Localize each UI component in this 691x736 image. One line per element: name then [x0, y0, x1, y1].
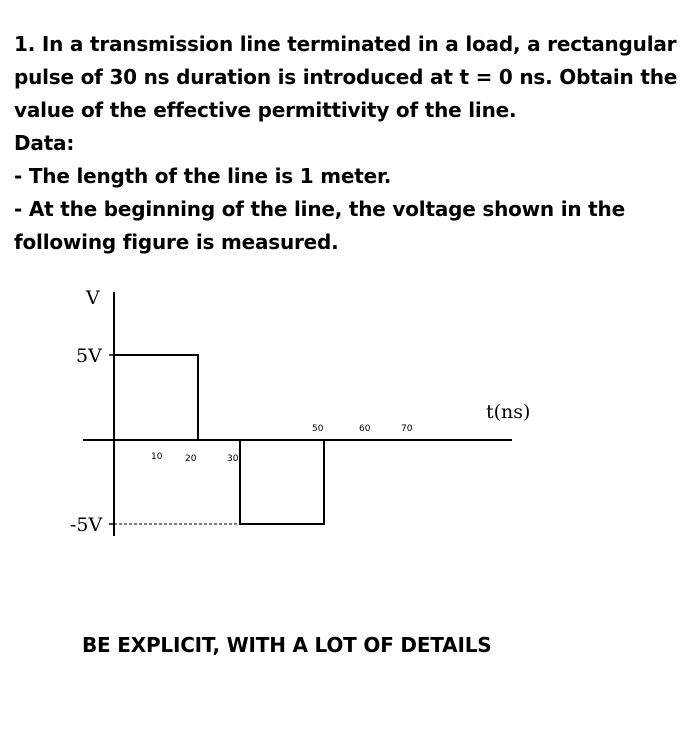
problem-line-2: pulse of 30 ns duration is introduced at t = 0 ns. Obtain the	[14, 65, 678, 89]
data-item-voltage-line-1: - At the beginning of the line, the voltage shown in the	[14, 197, 625, 221]
problem-line-1: 1. In a transmission line terminated in a load, a rectangular	[14, 32, 677, 56]
negative-pulse	[240, 440, 324, 524]
data-item-voltage-line-2: following figure is measured.	[14, 230, 339, 254]
y-axis-label: V	[86, 287, 100, 309]
x-tick-label-10: 10	[151, 452, 163, 462]
problem-line-3: value of the effective permittivity of the line.	[14, 98, 517, 122]
y-tick-label-minus-5v: -5V	[70, 514, 103, 536]
data-item-length: - The length of the line is 1 meter.	[14, 164, 392, 188]
x-tick-label-30: 30	[227, 454, 239, 464]
data-heading: Data:	[14, 131, 75, 155]
y-tick-label-5v: 5V	[76, 345, 102, 367]
x-tick-label-70: 70	[401, 424, 413, 434]
x-tick-label-50: 50	[312, 424, 324, 434]
x-tick-label-20: 20	[185, 454, 197, 464]
x-tick-label-60: 60	[359, 424, 371, 434]
instruction-note: BE EXPLICIT, WITH A LOT OF DETAILS	[82, 633, 492, 657]
positive-pulse	[114, 355, 198, 440]
x-axis-label: t(ns)	[486, 401, 531, 423]
